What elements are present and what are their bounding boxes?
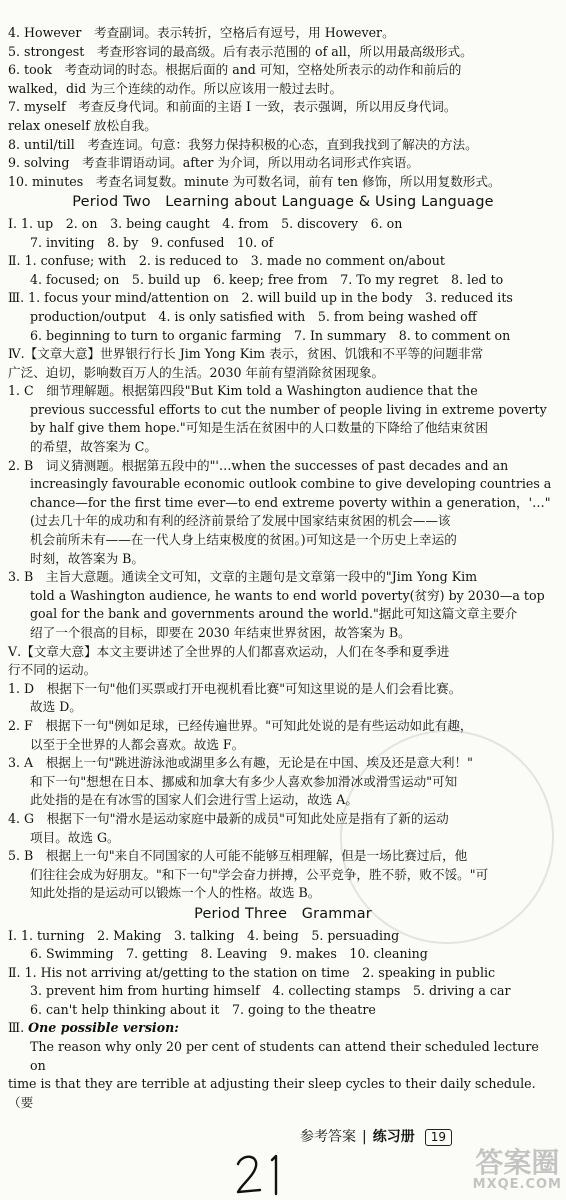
exercise-ii-line: 3. prevent him from hurting himself 4. collecting stamps 5. driving a car [30,983,511,999]
footer-answers-label: 参考答案 [300,1129,356,1145]
answer-explanation: 2. B 词义猜测题。根据第五段中的"'…when the successes of past decades and an [8,457,509,473]
answer-page [8,24,558,1112]
answer-line: 4. However 考查副词。表示转折，空格后有逗号，用 However。 [8,25,395,40]
watermark-logo [473,1148,562,1192]
answer-explanation: increasingly favourable economic outlook combine to give developing countries a [30,476,552,492]
exercise-v-summary: Ⅴ.【文章大意】本文主要讲述了全世界的人们都喜欢运动，人们在冬季和夏季进 [8,643,450,659]
handwritten-number-21 [232,1150,292,1198]
answer-explanation: 机会前所未有——在一代人身上结束极度的贫困。)可知这是一个历史上幸运的 [30,532,457,548]
answer-explanation: 此处指的是在有冰雪的国家人们会进行雪上运动，故选 A。 [30,792,358,808]
exercise-ii-line: Ⅱ. 1. confuse; with 2. is reduced to 3. made no comment on/about [8,253,445,269]
answer-explanation: (过去几十年的成功和有利的经济前景给了发展中国家结束贫困的机会——该 [30,513,451,529]
answer-explanation: 以至于全世界的人都会喜欢。故选 F。 [30,736,245,752]
answer-explanation: 2. F 根据下一句"例如足球，已经传遍世界。"可知此处说的是有些运动如此有趣， [8,717,473,733]
watermark-main: 答案圈 [475,1146,560,1179]
exercise-i-line: 7. inviting 8. by 9. confused 10. of [30,234,274,250]
exercise-i-line: Ⅰ. 1. turning 2. Making 3. talking 4. being 5. persuading [8,927,400,943]
answer-explanation: 3. B 主旨大意题。通读全文可知，文章的主题句是文章第一段中的"Jim Yong Kim [8,569,478,585]
sample-essay-line: time is that they are terrible at adjusting their sleep cycles to their daily schedule.（要 [8,1076,536,1110]
exercise-ii-line: Ⅱ. 1. His not arriving at/getting to the station on time 2. speaking in public [8,964,496,980]
exercise-iii-line: production/output 4. is only satisfied with 5. from being washed off [30,308,477,324]
exercise-iii-line: Ⅲ. 1. focus your mind/attention on 2. will build up in the body 3. reduced its [8,290,513,306]
answer-line: walked，did 为三个连续的动作。所以应该用一般过去时。 [8,80,343,96]
answer-explanation: 的希望，故答案为 C。 [30,439,157,455]
answer-explanation: chance—for the first time ever—to end extreme poverty within a generation，'…" [30,494,551,510]
answer-line: 7. myself 考查反身代词。和前面的主语 I 一致，表示强调，所以用反身代词。 [8,99,457,115]
answer-explanation: 1. D 根据下一句"他们买票或打开电视机看比赛"可知这里说的是人们会看比赛。 [8,680,462,696]
sample-essay-line: The reason why only 20 per cent of students can attend their scheduled lecture on [30,1039,539,1073]
answer-line: 8. until/till 考查连词。句意：我努力保持积极的心态，直到我找到了解决的方法。 [8,136,478,152]
page-number: 19 [425,1129,452,1146]
answer-explanation: previous successful efforts to cut the number of people living in extreme poverty [30,401,547,417]
section-heading-period-two: Period Two Learning about Language & Using Language [72,194,494,211]
exercise-i-line: 6. Swimming 7. getting 8. Leaving 9. makes 10. cleaning [30,946,428,962]
answer-line: 6. took 考查动词的时态。根据后面的 and 可知，空格处所表示的动作和前后的 [8,62,462,78]
exercise-v-summary: 行不同的运动。 [8,662,97,678]
answer-explanation: 们往往会成为好朋友。"和下一句"学会奋力拼搏，公平竞争，胜不骄，败不馁。"可 [30,866,489,882]
answer-line: 9. solving 考查非谓语动词。after 为介词，所以用动名词形式作宾语。 [8,155,419,171]
exercise-iii-line: 6. beginning to turn to organic farming 7. In summary 8. to comment on [30,327,511,343]
section-heading-period-three: Period Three Grammar [194,905,372,922]
footer-divider: | [362,1129,367,1145]
answer-explanation: 5. B 根据上一句"来自不同国家的人可能不能够互相理解，但是一场比赛过后，他 [8,848,468,864]
exercise-iii-header [8,1019,558,1038]
answer-explanation: 时刻，故答案为 B。 [30,550,145,566]
answer-explanation: 和下一句"想想在日本、挪威和加拿大有多少人喜欢参加滑冰或滑雪运动"可知 [30,773,458,789]
answer-explanation: 绍了一个很高的目标，即要在 2030 年结束世界贫困，故答案为 B。 [30,625,411,640]
answer-explanation: told a Washington audience, he wants to end world poverty(贫穷) by 2030—a top [30,587,545,603]
answer-explanation: goal for the bank and governments around the world."据此可知这篇文章主要介 [30,606,518,622]
answer-line: 5. strongest 考查形容词的最高级。后有表示范围的 of all，所以用最高级形式。 [8,43,473,59]
exercise-ii-line: 4. focused; on 5. build up 6. keep; free from 7. To my regret 8. led to [30,271,504,287]
answer-explanation: 4. G 根据下一句"滑水是运动家庭中最新的成员"可知此处应是指有了新的运动 [8,810,449,826]
exercise-iv-summary: 广泛、迫切，影响数百万人的生活。2030 年前有望消除贫困现象。 [8,364,385,380]
exercise-i-line: Ⅰ. 1. up 2. on 3. being caught 4. from 5. discovery 6. on [8,215,403,231]
footer-workbook-label: 练习册 [372,1129,415,1145]
watermark-sub: MXQE.COM [472,1177,562,1192]
answer-explanation: 知此处指的是运动可以锻炼一个人的性格。故选 B。 [30,885,321,901]
answer-explanation: 故选 D。 [30,699,82,715]
answer-explanation: 项目。故选 G。 [30,829,120,845]
one-possible-version-label: One possible version: [28,1020,179,1036]
page-footer [300,1128,452,1147]
exercise-iv-summary: Ⅳ.【文章大意】世界银行行长 Jim Yong Kim 表示，贫困、饥饿和不平等的问题非常 [8,346,484,362]
answer-line: relax oneself 放松自我。 [8,117,157,133]
exercise-ii-line: 6. can't help thinking about it 7. going to the theatre [30,1001,376,1017]
answer-explanation: by half give them hope."可知是生活在贫困中的人口数量的下降给了他结束贫困 [30,420,488,436]
roman-numeral: Ⅲ. [8,1020,25,1036]
answer-explanation: 3. A 根据上一句"跳进游泳池或湖里多么有趣，无论是在中国、埃及还是意大利！" [8,755,473,771]
answer-line: 10. minutes 考查名词复数。minute 为可数名词，前有 ten 修饰，所以用复数形式。 [8,173,501,189]
answer-explanation: 1. C 细节理解题。根据第四段"But Kim told a Washington audience that the [8,383,478,399]
